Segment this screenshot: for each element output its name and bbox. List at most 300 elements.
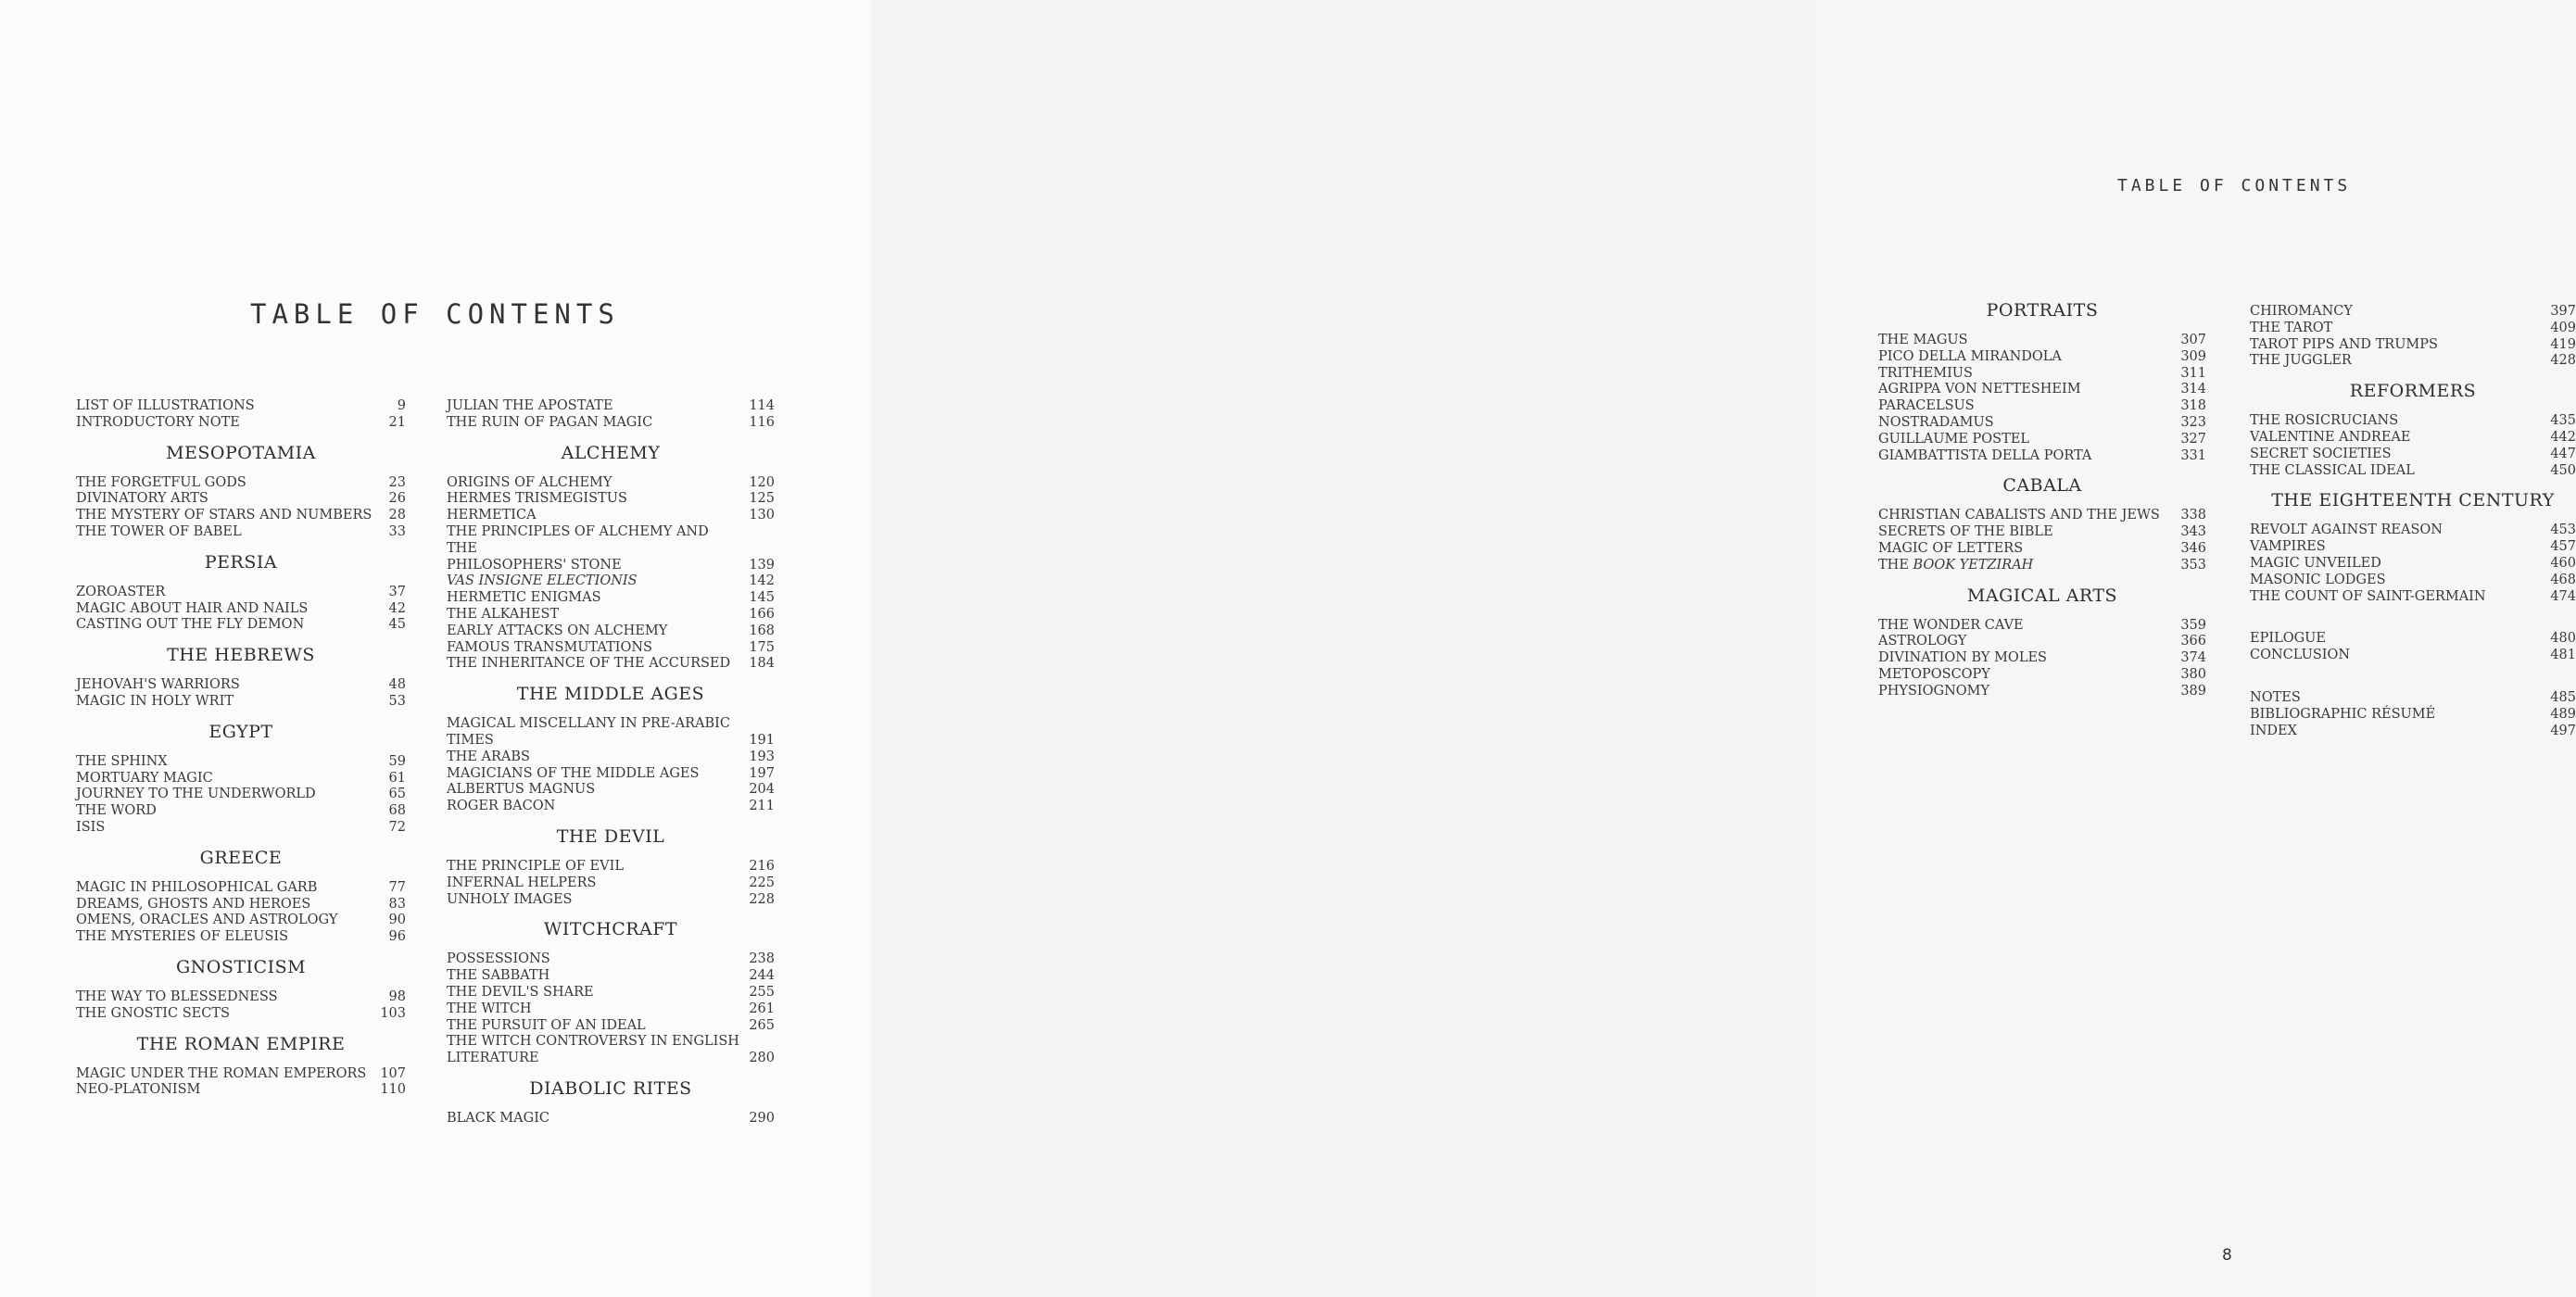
toc-entry[interactable] [447, 951, 775, 968]
entry-title: THE JUGGLER [2250, 353, 2352, 369]
entry-page-number: 261 [749, 1001, 775, 1016]
toc-entry[interactable] [2250, 690, 2576, 707]
toc-entry[interactable] [76, 524, 406, 541]
entry-title: THE WONDER CAVE [1878, 617, 2024, 633]
toc-entry[interactable] [2250, 556, 2576, 573]
entry-page-number: 90 [388, 913, 406, 928]
toc-entry[interactable] [447, 491, 775, 508]
entry-title: MAGIC UNVEILED [2250, 555, 2381, 571]
entry-page-number: 419 [2550, 336, 2576, 352]
entry-title: THE TOWER OF BABEL [76, 523, 242, 539]
section-heading: PORTRAITS [1986, 300, 2099, 321]
entry-title: PICO DELLA MIRANDOLA [1878, 348, 2062, 364]
entry-title: UNHOLY IMAGES [447, 891, 573, 907]
entry-title: CHRISTIAN CABALISTS AND THE JEWS [1878, 508, 2160, 523]
entry-title: THE SABBATH [447, 968, 550, 984]
toc-column [76, 398, 406, 1110]
entry-title: THE PRINCIPLES OF ALCHEMY AND THE PHILOSOPHERS' STONE [447, 523, 709, 573]
entry-page-number: 125 [749, 491, 775, 507]
entry-page-number: 211 [749, 799, 775, 814]
entry-page-number: 225 [749, 875, 775, 890]
entry-title: THE ARABS [447, 749, 530, 764]
toc-entry[interactable] [447, 716, 775, 749]
entry-title: INTRODUCTORY NOTE [76, 414, 240, 430]
toc-entry[interactable] [76, 787, 406, 803]
entry-page-number: 314 [2180, 382, 2206, 397]
toc-entry[interactable] [1878, 558, 2206, 574]
toc-section [76, 398, 406, 432]
toc-entry[interactable] [2250, 573, 2576, 589]
toc-entry[interactable] [76, 491, 406, 508]
entry-page-number: 168 [749, 623, 775, 638]
section-heading: REFORMERS [2349, 381, 2477, 402]
entry-title: OMENS, ORACLES AND ASTROLOGY [76, 913, 338, 928]
toc-entry[interactable] [447, 508, 775, 524]
toc-entry[interactable] [447, 782, 775, 799]
entry-page-number: 481 [2550, 648, 2576, 663]
entry-page-number: 114 [749, 398, 775, 413]
entry-title: JOURNEY TO THE UNDERWORLD [76, 787, 316, 802]
toc-entry[interactable] [2250, 707, 2576, 724]
toc-section [76, 957, 406, 1023]
entry-title: BLACK MAGIC [447, 1110, 550, 1126]
toc-entry[interactable] [447, 398, 775, 415]
entry-page-number: 480 [2550, 631, 2576, 647]
entry-title: THE TAROT [2250, 320, 2333, 335]
entry-title: ORIGINS OF ALCHEMY [447, 474, 612, 490]
toc-entry[interactable] [1878, 448, 2206, 465]
right-page [871, 0, 2576, 1297]
entry-title: NOSTRADAMUS [1878, 414, 1994, 430]
entry-page-number: 460 [2550, 555, 2576, 571]
entry-page-number: 318 [2180, 398, 2206, 414]
toc-entry[interactable] [2250, 648, 2576, 664]
toc-column [2250, 304, 2576, 750]
entry-title: REVOLT AGAINST REASON [2250, 523, 2443, 538]
toc-entry[interactable] [447, 985, 775, 1001]
toc-entry[interactable] [1878, 618, 2206, 635]
entry-page-number: 409 [2550, 320, 2576, 335]
entry-title: GUILLAUME POSTEL [1878, 431, 2029, 447]
section-heading: EGYPT [208, 721, 273, 742]
toc-section [447, 398, 775, 432]
section-spacer [2250, 616, 2576, 631]
entry-title: THE INHERITANCE OF THE ACCURSED [447, 656, 731, 672]
toc-section [1878, 586, 2206, 700]
entry-title: AGRIPPA VON NETTESHEIM [1878, 382, 2081, 397]
entry-title: HERMETICA [447, 508, 537, 523]
entry-page-number: 45 [388, 617, 406, 633]
entry-title: HERMES TRISMEGISTUS [447, 491, 627, 507]
toc-entry[interactable] [447, 1001, 775, 1018]
toc-section [447, 826, 775, 908]
page-title: TABLE OF CONTENTS [250, 298, 620, 330]
entry-page-number: 139 [749, 557, 775, 573]
entry-page-number: 130 [749, 508, 775, 523]
toc-entry[interactable] [447, 475, 775, 492]
entry-page-number: 197 [749, 765, 775, 781]
toc-entry[interactable] [76, 897, 406, 913]
entry-page-number: 280 [749, 1051, 775, 1066]
entry-page-number: 397 [2550, 304, 2576, 319]
toc-entry[interactable] [447, 656, 775, 673]
entry-page-number: 98 [388, 988, 406, 1004]
toc-entry[interactable] [447, 1018, 775, 1035]
entry-page-number: 204 [749, 782, 775, 798]
entry-title: ASTROLOGY [1878, 634, 1967, 649]
toc-entry[interactable] [2250, 337, 2576, 354]
entry-page-number: 366 [2180, 634, 2206, 649]
entry-title: TRITHEMIUS [1878, 365, 1973, 381]
entry-title: PARACELSUS [1878, 398, 1975, 414]
entry-page-number: 53 [388, 693, 406, 709]
toc-entry[interactable] [447, 623, 775, 640]
entry-page-number: 116 [749, 414, 775, 430]
toc-entry[interactable] [1878, 684, 2206, 700]
entry-title: MORTUARY MAGIC [76, 770, 213, 786]
entry-page-number: 103 [380, 1005, 406, 1021]
toc-entry[interactable] [1878, 634, 2206, 650]
entry-page-number: 37 [388, 584, 406, 599]
toc-entry[interactable] [1878, 508, 2206, 524]
toc-entry[interactable] [447, 524, 775, 573]
toc-entry[interactable] [1878, 415, 2206, 432]
toc-entry[interactable] [447, 892, 775, 909]
entry-page-number: 110 [380, 1082, 406, 1098]
entry-page-number: 59 [388, 753, 406, 769]
page-number: 8 [2222, 1246, 2232, 1265]
entry-title: MAGIC IN HOLY WRIT [76, 693, 234, 709]
entry-page-number: 435 [2550, 413, 2576, 429]
toc-entry[interactable] [2250, 430, 2576, 447]
entry-title: CONCLUSION [2250, 648, 2351, 663]
toc-entry[interactable] [2250, 724, 2576, 740]
toc-entry[interactable] [76, 398, 406, 415]
entry-title: THE WORD [76, 803, 157, 819]
entry-page-number: 193 [749, 749, 775, 764]
entry-title: INDEX [2250, 723, 2297, 738]
toc-entry[interactable] [76, 475, 406, 492]
section-heading: GNOSTICISM [175, 956, 307, 977]
entry-page-number: 323 [2180, 414, 2206, 430]
section-heading: ALCHEMY [561, 442, 661, 463]
toc-section [2250, 616, 2576, 664]
entry-title: THE GNOSTIC SECTS [76, 1005, 230, 1021]
entry-page-number: 175 [749, 639, 775, 655]
entry-title: HERMETIC ENIGMAS [447, 590, 601, 606]
entry-page-number: 309 [2180, 348, 2206, 364]
entry-title: ALBERTUS MAGNUS [447, 782, 596, 798]
toc-section [447, 919, 775, 1067]
entry-title: MAGIC ABOUT HAIR AND NAILS [76, 600, 309, 616]
entry-page-number: 238 [749, 951, 775, 967]
toc-entry[interactable] [1878, 349, 2206, 366]
entry-page-number: 346 [2180, 540, 2206, 556]
entry-title: THE CLASSICAL IDEAL [2250, 462, 2415, 478]
entry-title: MASONIC LODGES [2250, 572, 2386, 587]
toc-entry[interactable] [2250, 321, 2576, 337]
entry-title: METOPOSCOPY [1878, 666, 1990, 682]
toc-entry[interactable] [76, 754, 406, 771]
entry-page-number: 65 [388, 787, 406, 802]
entry-page-number: 307 [2180, 333, 2206, 347]
toc-entry[interactable] [76, 1006, 406, 1023]
toc-entry[interactable] [76, 820, 406, 837]
toc-section [447, 1078, 775, 1127]
entry-page-number: 48 [388, 677, 406, 693]
entry-title: PHYSIOGNOMY [1878, 683, 1990, 699]
entry-page-number: 331 [2180, 447, 2206, 463]
toc-entry[interactable] [447, 799, 775, 815]
entry-page-number: 343 [2180, 524, 2206, 540]
section-heading: THE EIGHTEENTH CENTURY [2271, 490, 2555, 511]
entry-page-number: 61 [388, 770, 406, 786]
toc-entry[interactable] [447, 640, 775, 657]
entry-page-number: 28 [388, 508, 406, 523]
entry-title: THE MYSTERIES OF ELEUSIS [76, 929, 289, 945]
toc-section [76, 645, 406, 711]
entry-page-number: 468 [2550, 572, 2576, 587]
toc-entry[interactable] [1878, 382, 2206, 398]
section-heading: GREECE [199, 847, 283, 868]
entry-title: MAGICIANS OF THE MIDDLE AGES [447, 765, 700, 781]
toc-entry[interactable] [76, 677, 406, 694]
entry-page-number: 145 [749, 590, 775, 606]
entry-page-number: 450 [2550, 462, 2576, 478]
toc-entry[interactable] [76, 929, 406, 946]
entry-title: THE WAY TO BLESSEDNESS [76, 988, 278, 1004]
toc-entry[interactable] [447, 1034, 775, 1067]
entry-title: ROGER BACON [447, 799, 556, 814]
toc-entry[interactable] [76, 771, 406, 787]
entry-title: EPILOGUE [2250, 631, 2326, 647]
entry-title: JULIAN THE APOSTATE [447, 398, 613, 413]
entry-title: THE DEVIL'S SHARE [447, 984, 594, 1000]
entry-title: VALENTINE ANDREAE [2250, 429, 2411, 445]
toc-entry[interactable] [447, 968, 775, 985]
entry-page-number: 489 [2550, 706, 2576, 722]
entry-title: MAGIC OF LETTERS [1878, 540, 2024, 556]
entry-title: FAMOUS TRANSMUTATIONS [447, 639, 652, 655]
toc-entry[interactable] [76, 585, 406, 601]
toc-entry[interactable] [76, 617, 406, 634]
toc-entry[interactable] [2250, 631, 2576, 648]
toc-entry[interactable] [1878, 432, 2206, 448]
entry-page-number: 68 [388, 803, 406, 819]
entry-title: MAGIC IN PHILOSOPHICAL GARB [76, 879, 318, 895]
toc-entry[interactable] [76, 1082, 406, 1099]
toc-entry[interactable] [76, 989, 406, 1006]
entry-page-number: 255 [749, 984, 775, 1000]
entry-title: THE MYSTERY OF STARS AND NUMBERS [76, 508, 373, 523]
toc-section [1878, 475, 2206, 573]
section-heading: PERSIA [204, 551, 278, 573]
toc-entry[interactable] [1878, 650, 2206, 667]
toc-entry[interactable] [76, 803, 406, 820]
entry-page-number: 142 [749, 573, 775, 589]
entry-page-number: 228 [749, 891, 775, 907]
toc-section [76, 443, 406, 541]
entry-title: LIST OF ILLUSTRATIONS [76, 398, 255, 413]
entry-title: THE RUIN OF PAGAN MAGIC [447, 414, 653, 430]
entry-page-number: 216 [749, 858, 775, 874]
entry-title: JEHOVAH'S WARRIORS [76, 677, 240, 693]
entry-page-number: 77 [388, 879, 406, 895]
toc-column [1878, 300, 2206, 711]
entry-page-number: 9 [397, 398, 406, 413]
entry-page-number: 374 [2180, 650, 2206, 666]
toc-entry[interactable] [447, 607, 775, 623]
entry-page-number: 72 [388, 819, 406, 835]
toc-entry[interactable] [447, 573, 775, 590]
entry-page-number: 389 [2180, 683, 2206, 699]
toc-entry[interactable] [76, 880, 406, 897]
toc-section [2250, 381, 2576, 479]
entry-page-number: 107 [380, 1065, 406, 1081]
toc-entry[interactable] [2250, 304, 2576, 321]
left-page [0, 0, 871, 1297]
entry-title: MAGICAL MISCELLANY IN PRE-ARABIC TIMES [447, 716, 731, 748]
entry-title: THE BOOK YETZIRAH [1878, 557, 2034, 573]
toc-section [2250, 490, 2576, 605]
entry-title: NOTES [2250, 689, 2301, 705]
toc-section [447, 443, 775, 674]
toc-entry[interactable] [1878, 398, 2206, 415]
entry-title: SECRET SOCIETIES [2250, 446, 2392, 461]
toc-entry[interactable] [1878, 333, 2206, 349]
toc-section [447, 684, 775, 815]
entry-title: THE PRINCIPLE OF EVIL [447, 858, 624, 874]
toc-entry[interactable] [447, 875, 775, 892]
toc-column [447, 398, 775, 1139]
entry-page-number: 311 [2180, 365, 2206, 381]
entry-page-number: 33 [388, 523, 406, 539]
entry-title: EARLY ATTACKS ON ALCHEMY [447, 623, 668, 638]
toc-entry[interactable] [76, 694, 406, 711]
toc-entry[interactable] [447, 859, 775, 875]
toc-entry[interactable] [447, 590, 775, 607]
section-heading: WITCHCRAFT [543, 919, 678, 940]
page-title: TABLE OF CONTENTS [2117, 176, 2352, 195]
entry-title: DREAMS, GHOSTS AND HEROES [76, 896, 311, 912]
entry-title: THE COUNT OF SAINT-GERMAIN [2250, 588, 2486, 604]
entry-page-number: 359 [2180, 617, 2206, 633]
entry-title: ZOROASTER [76, 584, 166, 599]
section-spacer [2250, 675, 2576, 690]
toc-entry[interactable] [2250, 523, 2576, 539]
entry-title: DIVINATORY ARTS [76, 491, 208, 507]
entry-title: THE PURSUIT OF AN IDEAL [447, 1017, 646, 1033]
toc-section [2250, 675, 2576, 739]
toc-entry[interactable] [76, 601, 406, 618]
toc-entry[interactable] [1878, 667, 2206, 684]
section-heading: THE ROMAN EMPIRE [136, 1033, 346, 1054]
toc-entry[interactable] [2250, 539, 2576, 556]
toc-entry[interactable] [2250, 413, 2576, 430]
entry-title: CHIROMANCY [2250, 304, 2353, 319]
toc-entry[interactable] [76, 415, 406, 432]
entry-page-number: 353 [2180, 557, 2206, 573]
section-heading: THE HEBREWS [167, 645, 315, 666]
toc-entry[interactable] [2250, 589, 2576, 606]
entry-title: CASTING OUT THE FLY DEMON [76, 617, 305, 633]
entry-title: INFERNAL HELPERS [447, 875, 597, 890]
entry-page-number: 26 [388, 491, 406, 507]
section-heading: THE MIDDLE AGES [516, 684, 705, 705]
entry-title: THE SPHINX [76, 753, 168, 769]
entry-page-number: 380 [2180, 666, 2206, 682]
toc-entry[interactable] [76, 913, 406, 929]
entry-page-number: 96 [388, 929, 406, 945]
toc-entry[interactable] [76, 1066, 406, 1083]
toc-entry[interactable] [2250, 463, 2576, 480]
toc-entry[interactable] [447, 1111, 775, 1127]
entry-title: THE WITCH [447, 1001, 532, 1016]
entry-title: TAROT PIPS AND TRUMPS [2250, 336, 2438, 352]
entry-page-number: 265 [749, 1017, 775, 1033]
entry-page-number: 327 [2180, 431, 2206, 447]
entry-title: MAGIC UNDER THE ROMAN EMPERORS [76, 1065, 367, 1081]
entry-title: VAMPIRES [2250, 539, 2326, 555]
toc-section [76, 722, 406, 837]
entry-page-number: 457 [2550, 539, 2576, 555]
toc-entry[interactable] [1878, 524, 2206, 541]
toc-entry[interactable] [76, 508, 406, 524]
toc-entry[interactable] [2250, 353, 2576, 370]
toc-entry[interactable] [447, 415, 775, 432]
entry-page-number: 244 [749, 968, 775, 984]
entry-title: BIBLIOGRAPHIC RÉSUMÉ [2250, 706, 2436, 722]
toc-section [1878, 300, 2206, 464]
entry-page-number: 120 [749, 474, 775, 490]
entry-page-number: 474 [2550, 588, 2576, 604]
entry-page-number: 42 [388, 600, 406, 616]
toc-section [76, 1034, 406, 1100]
entry-page-number: 428 [2550, 353, 2576, 369]
toc-entry[interactable] [447, 766, 775, 783]
toc-section [2250, 304, 2576, 370]
entry-title: GIAMBATTISTA DELLA PORTA [1878, 447, 2092, 463]
toc-entry[interactable] [1878, 366, 2206, 383]
entry-page-number: 83 [388, 896, 406, 912]
toc-entry[interactable] [1878, 541, 2206, 558]
toc-section [76, 552, 406, 634]
entry-page-number: 497 [2550, 723, 2576, 738]
entry-title: SECRETS OF THE BIBLE [1878, 524, 2053, 540]
entry-page-number: 21 [388, 414, 406, 430]
entry-title: DIVINATION BY MOLES [1878, 650, 2047, 666]
entry-title: POSSESSIONS [447, 951, 550, 967]
section-heading: CABALA [2002, 475, 2082, 497]
entry-page-number: 166 [749, 606, 775, 622]
entry-page-number: 447 [2550, 446, 2576, 461]
entry-page-number: 485 [2550, 689, 2576, 705]
section-heading: MESOPOTAMIA [166, 442, 316, 463]
toc-entry[interactable] [2250, 447, 2576, 463]
entry-page-number: 23 [388, 474, 406, 490]
entry-page-number: 184 [749, 656, 775, 672]
entry-title: THE ROSICRUCIANS [2250, 413, 2399, 429]
entry-title: ISIS [76, 819, 106, 835]
section-heading: THE DEVIL [556, 825, 665, 847]
entry-page-number: 290 [749, 1110, 775, 1126]
section-heading: DIABOLIC RITES [529, 1077, 692, 1099]
entry-title: THE FORGETFUL GODS [76, 474, 246, 490]
entry-page-number: 442 [2550, 429, 2576, 445]
toc-entry[interactable] [447, 749, 775, 766]
entry-title: VAS INSIGNE ELECTIONIS [447, 573, 638, 589]
section-heading: MAGICAL ARTS [1966, 585, 2118, 606]
